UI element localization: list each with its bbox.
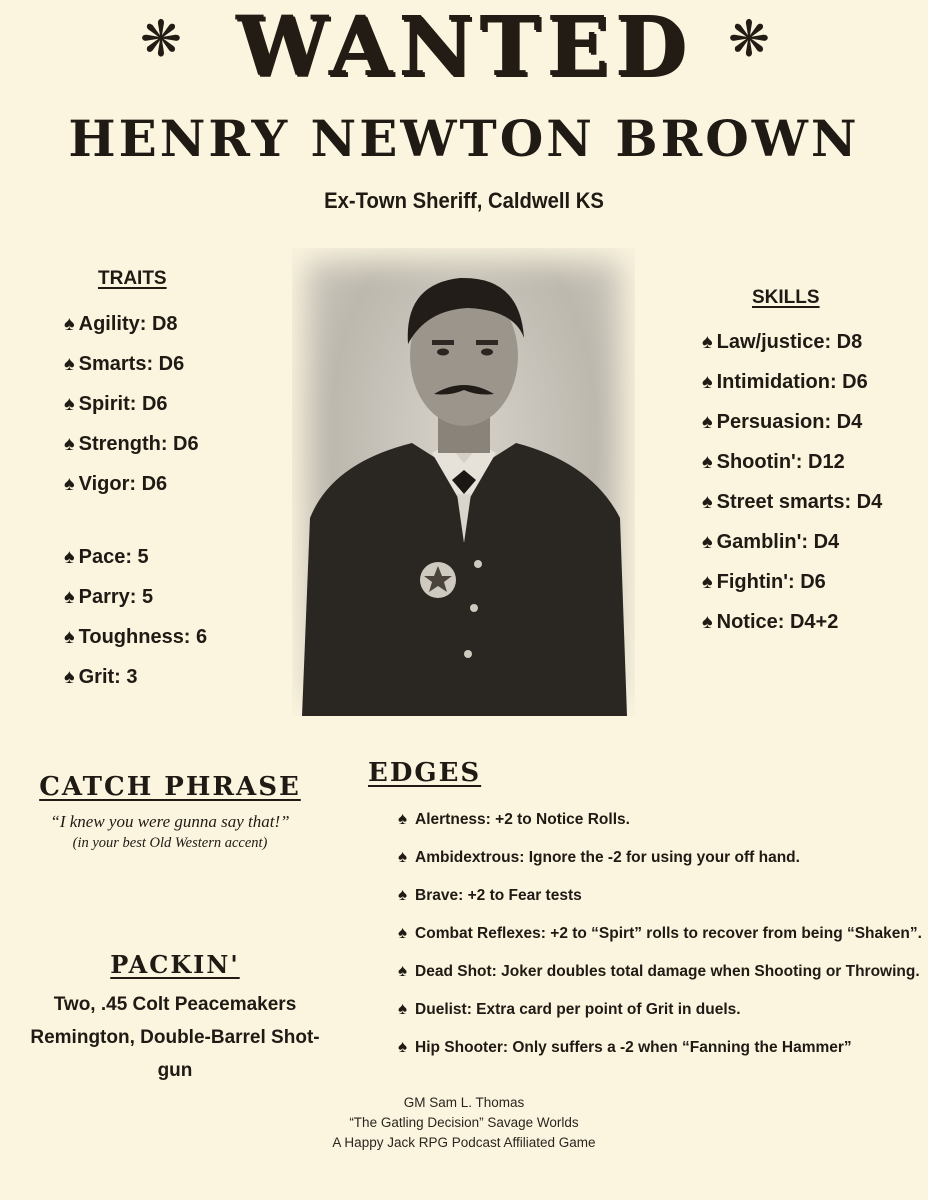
skills-list (702, 322, 882, 642)
spade-icon: ♠ (398, 809, 408, 828)
spade-icon: ♠ (64, 353, 75, 375)
spade-icon: ♠ (702, 571, 713, 593)
traits-heading: TRAITS (98, 268, 167, 289)
spade-icon: ♠ (64, 433, 75, 455)
edges-list (398, 800, 922, 1066)
spade-icon: ♠ (64, 313, 75, 335)
spade-icon: ♠ (64, 586, 75, 608)
derived-item: ♠ Grit: 3 (64, 666, 138, 688)
spade-icon: ♠ (702, 411, 713, 433)
footer-line: “The Gatling Decision” Savage Worlds (349, 1115, 579, 1130)
skill-item: ♠ Law/justice: D8 (702, 331, 863, 353)
spade-icon: ♠ (398, 923, 408, 942)
edge-item: ♠ Alertness: +2 to Notice Rolls. (398, 809, 630, 828)
skill-item: ♠ Street smarts: D4 (702, 491, 883, 513)
flourish-icon: ❋ (140, 10, 182, 68)
spade-icon: ♠ (64, 626, 75, 648)
derived-item: ♠ Pace: 5 (64, 546, 149, 568)
edge-item: ♠ Hip Shooter: Only suffers a -2 when “Fanning the Hammer” (398, 1037, 852, 1056)
derived-item: ♠ Toughness: 6 (64, 626, 208, 648)
wanted-title: WANTED (235, 0, 693, 95)
spade-icon: ♠ (64, 393, 75, 415)
edge-item: ♠ Ambidextrous: Ignore the -2 for using your off hand. (398, 847, 800, 866)
flourish-icon: ❋ (728, 10, 770, 68)
spade-icon: ♠ (702, 451, 713, 473)
edge-item: ♠ Duelist: Extra card per point of Grit in duels. (398, 999, 741, 1018)
skill-item: ♠ Persuasion: D4 (702, 411, 863, 433)
outlaw-name: HENRY NEWTON BROWN (68, 109, 860, 168)
skill-item: ♠ Intimidation: D6 (702, 371, 868, 393)
derived-stats-list (64, 537, 207, 697)
catch-phrase-note: (in your best Old Western accent) (72, 835, 268, 851)
catch-phrase-quote: “I knew you were gunna say that!” (50, 812, 290, 831)
skill-item: ♠ Fightin': D6 (702, 571, 826, 593)
spade-icon: ♠ (398, 1037, 408, 1056)
footer-line: A Happy Jack RPG Podcast Affiliated Game (332, 1135, 596, 1150)
packin-line: Remington, Double-Barrel Shot-gun (30, 1027, 320, 1081)
outlaw-portrait (292, 248, 635, 716)
skills-heading: SKILLS (752, 287, 820, 308)
spade-icon: ♠ (702, 531, 713, 553)
spade-icon: ♠ (702, 371, 713, 393)
spade-icon: ♠ (702, 331, 713, 353)
footer-line: GM Sam L. Thomas (403, 1095, 525, 1110)
catch-phrase-heading: CATCH PHRASE (39, 772, 301, 802)
derived-item: ♠ Parry: 5 (64, 586, 154, 608)
footer-credits (0, 1093, 928, 1153)
outlaw-subtitle: Ex-Town Sheriff, Caldwell KS (324, 188, 604, 213)
trait-item: ♠ Agility: D8 (64, 313, 178, 335)
trait-item: ♠ Smarts: D6 (64, 353, 185, 375)
spade-icon: ♠ (64, 666, 75, 688)
skill-item: ♠ Gamblin': D4 (702, 531, 840, 553)
spade-icon: ♠ (398, 961, 408, 980)
spade-icon: ♠ (398, 847, 408, 866)
edges-heading: EDGES (368, 758, 482, 788)
spade-icon: ♠ (702, 611, 713, 633)
packin-heading: PACKIN' (110, 950, 240, 979)
edge-item: ♠ Dead Shot: Joker doubles total damage when Shooting or Throwing. (398, 961, 920, 980)
spade-icon: ♠ (64, 473, 75, 495)
edge-item: ♠ Combat Reflexes: +2 to “Spirt” rolls to recover from being “Shaken”. (398, 923, 922, 942)
spade-icon: ♠ (398, 885, 408, 904)
traits-list (64, 304, 199, 504)
portrait-illustration (292, 248, 635, 716)
skill-item: ♠ Notice: D4+2 (702, 611, 839, 633)
trait-item: ♠ Spirit: D6 (64, 393, 168, 415)
skill-item: ♠ Shootin': D12 (702, 451, 845, 473)
edge-item: ♠ Brave: +2 to Fear tests (398, 885, 582, 904)
packin-line: Two, .45 Colt Peacemakers (53, 994, 297, 1015)
trait-item: ♠ Strength: D6 (64, 433, 199, 455)
catch-phrase-section (10, 772, 330, 802)
spade-icon: ♠ (64, 546, 75, 568)
spade-icon: ♠ (702, 491, 713, 513)
trait-item: ♠ Vigor: D6 (64, 473, 168, 495)
packin-section (20, 950, 330, 979)
spade-icon: ♠ (398, 999, 408, 1018)
